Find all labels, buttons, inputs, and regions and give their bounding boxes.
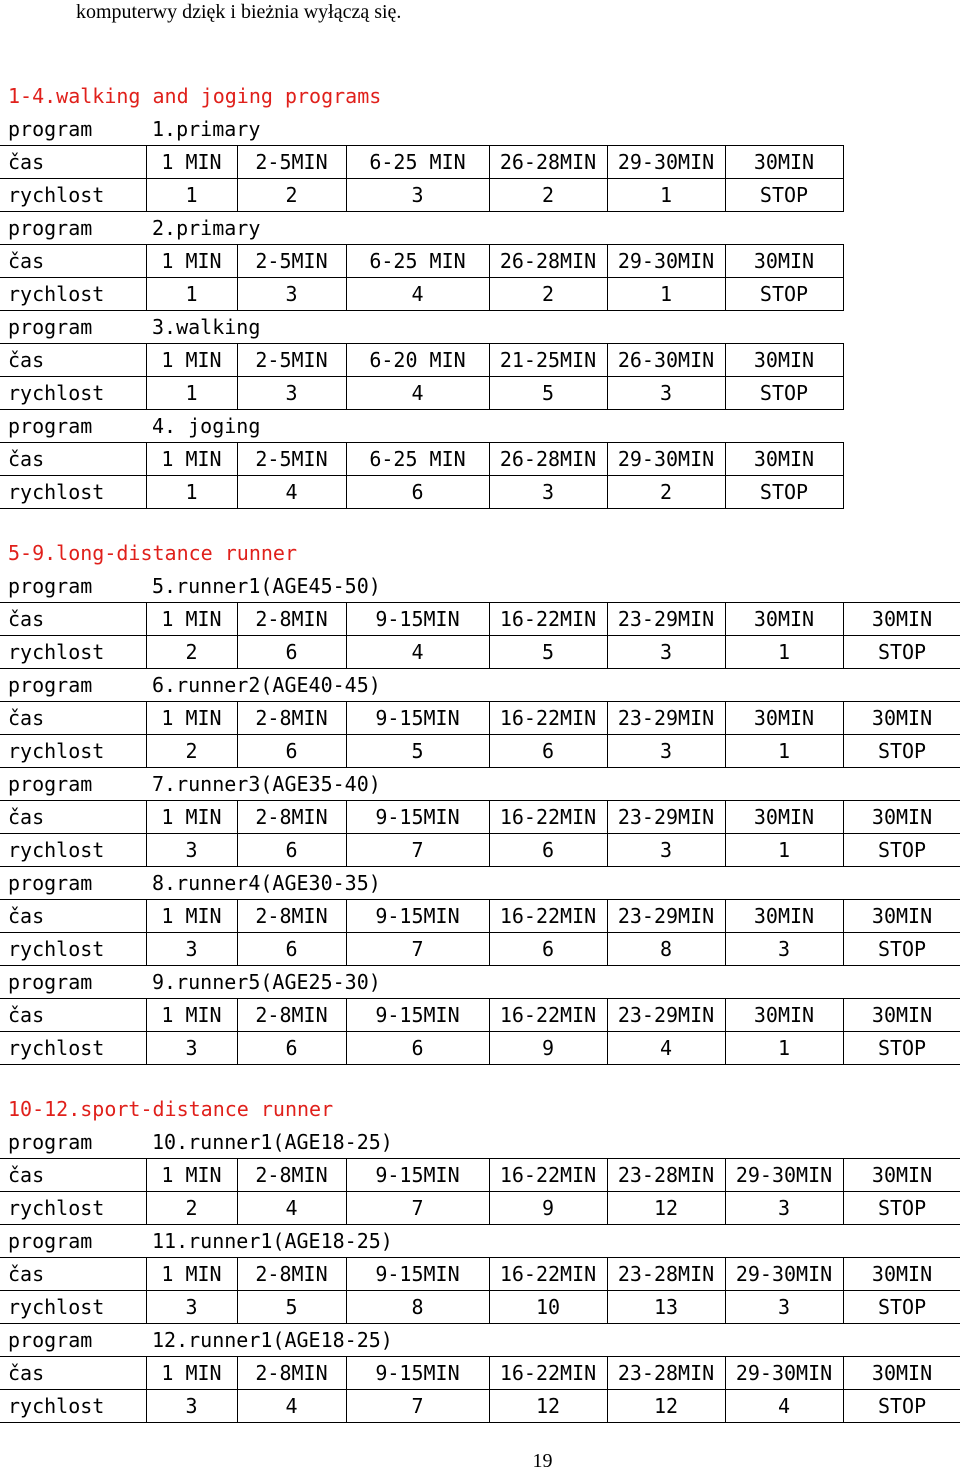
speed-cell: 5 xyxy=(489,636,607,669)
time-cell: 6-25 MIN xyxy=(346,245,489,278)
time-cell: 30MIN xyxy=(725,344,843,377)
program-table xyxy=(0,113,960,509)
time-cell: 9-15MIN xyxy=(346,801,489,834)
speed-cell: 4 xyxy=(607,1032,725,1065)
time-cell: 26-28MIN xyxy=(489,146,607,179)
time-cell: 2-5MIN xyxy=(237,344,346,377)
speed-cell: 1 xyxy=(146,476,237,509)
speed-cell: 8 xyxy=(607,933,725,966)
time-cell: 1 MIN xyxy=(146,603,237,636)
program-label: program xyxy=(8,117,93,141)
speed-cell: 4 xyxy=(346,636,489,669)
program-label: program xyxy=(8,414,93,438)
speed-cell: 5 xyxy=(346,735,489,768)
time-cell: 2-5MIN xyxy=(237,245,346,278)
time-cell: 1 MIN xyxy=(146,443,237,476)
section-title: 10-12.sport-distance runner xyxy=(8,1097,334,1121)
time-cell: 1 MIN xyxy=(146,999,237,1032)
section-title: 5-9.long-distance runner xyxy=(8,541,297,565)
time-cell: 29-30MIN xyxy=(607,146,725,179)
time-cell: 30MIN xyxy=(843,999,960,1032)
speed-row xyxy=(0,278,960,311)
time-cell: 30MIN xyxy=(843,801,960,834)
speed-cell: 6 xyxy=(237,834,346,867)
speed-cell: 1 xyxy=(725,834,843,867)
speed-label: rychlost xyxy=(0,377,146,410)
speed-cell: 2 xyxy=(146,735,237,768)
time-cell: 6-20 MIN xyxy=(346,344,489,377)
speed-cell: 3 xyxy=(607,636,725,669)
speed-cell: STOP xyxy=(843,1192,960,1225)
speed-row xyxy=(0,1291,960,1324)
speed-cell: 3 xyxy=(607,735,725,768)
speed-cell: 2 xyxy=(146,636,237,669)
speed-cell: STOP xyxy=(843,834,960,867)
speed-cell: 3 xyxy=(346,179,489,212)
speed-row xyxy=(0,179,960,212)
speed-label: rychlost xyxy=(0,1032,146,1065)
program-label: program xyxy=(8,673,93,697)
speed-row xyxy=(0,933,960,966)
program-name: 1.primary xyxy=(152,117,261,141)
speed-cell: 2 xyxy=(607,476,725,509)
speed-label: rychlost xyxy=(0,278,146,311)
time-label: čas xyxy=(0,146,146,179)
program-row xyxy=(0,570,960,603)
speed-cell: 9 xyxy=(489,1192,607,1225)
time-cell: 2-8MIN xyxy=(237,900,346,933)
time-cell: 2-5MIN xyxy=(237,443,346,476)
time-cell: 26-30MIN xyxy=(607,344,725,377)
program-row xyxy=(0,410,960,443)
program-row xyxy=(0,311,960,344)
time-cell: 1 MIN xyxy=(146,702,237,735)
time-cell: 23-29MIN xyxy=(607,900,725,933)
time-cell: 30MIN xyxy=(725,443,843,476)
time-cell: 1 MIN xyxy=(146,801,237,834)
time-row xyxy=(0,344,960,377)
speed-cell: 8 xyxy=(346,1291,489,1324)
time-cell: 2-5MIN xyxy=(237,146,346,179)
speed-label: rychlost xyxy=(0,476,146,509)
time-label: čas xyxy=(0,1159,146,1192)
time-cell: 29-30MIN xyxy=(607,443,725,476)
time-cell: 30MIN xyxy=(725,146,843,179)
time-row xyxy=(0,801,960,834)
time-row xyxy=(0,702,960,735)
time-cell: 26-28MIN xyxy=(489,443,607,476)
time-cell: 23-29MIN xyxy=(607,702,725,735)
speed-label: rychlost xyxy=(0,636,146,669)
time-cell: 2-8MIN xyxy=(237,702,346,735)
program-label: program xyxy=(8,871,93,895)
time-cell: 23-29MIN xyxy=(607,801,725,834)
program-name: 7.runner3(AGE35-40) xyxy=(152,772,381,796)
time-label: čas xyxy=(0,443,146,476)
speed-cell: 12 xyxy=(607,1390,725,1423)
time-cell: 1 MIN xyxy=(146,344,237,377)
speed-cell: 3 xyxy=(607,834,725,867)
speed-cell: 4 xyxy=(346,377,489,410)
speed-cell: STOP xyxy=(725,377,843,410)
speed-cell: 3 xyxy=(489,476,607,509)
time-cell: 9-15MIN xyxy=(346,999,489,1032)
time-cell: 23-29MIN xyxy=(607,603,725,636)
speed-cell: 4 xyxy=(237,1390,346,1423)
time-cell: 2-8MIN xyxy=(237,999,346,1032)
time-cell: 1 MIN xyxy=(146,900,237,933)
speed-cell: 10 xyxy=(489,1291,607,1324)
speed-cell: 12 xyxy=(607,1192,725,1225)
speed-cell: 1 xyxy=(725,735,843,768)
speed-row xyxy=(0,1390,960,1423)
time-cell: 30MIN xyxy=(843,603,960,636)
time-cell: 21-25MIN xyxy=(489,344,607,377)
time-row xyxy=(0,900,960,933)
speed-cell: 1 xyxy=(146,377,237,410)
speed-cell: 6 xyxy=(237,636,346,669)
time-label: čas xyxy=(0,702,146,735)
speed-cell: 3 xyxy=(725,933,843,966)
page-number: 19 xyxy=(532,1450,553,1472)
speed-cell: 6 xyxy=(489,735,607,768)
speed-cell: 3 xyxy=(607,377,725,410)
speed-label: rychlost xyxy=(0,834,146,867)
program-row xyxy=(0,1225,960,1258)
speed-cell: 2 xyxy=(146,1192,237,1225)
time-cell: 29-30MIN xyxy=(725,1357,843,1390)
program-name: 11.runner1(AGE18-25) xyxy=(152,1229,393,1253)
time-cell: 1 MIN xyxy=(146,1159,237,1192)
time-label: čas xyxy=(0,245,146,278)
time-cell: 16-22MIN xyxy=(489,603,607,636)
speed-cell: 6 xyxy=(237,933,346,966)
time-cell: 9-15MIN xyxy=(346,603,489,636)
time-cell: 1 MIN xyxy=(146,1357,237,1390)
time-cell: 1 MIN xyxy=(146,146,237,179)
time-cell: 26-28MIN xyxy=(489,245,607,278)
time-label: čas xyxy=(0,603,146,636)
speed-label: rychlost xyxy=(0,933,146,966)
speed-cell: 3 xyxy=(725,1291,843,1324)
program-label: program xyxy=(8,1130,93,1154)
speed-cell: 3 xyxy=(237,278,346,311)
time-cell: 30MIN xyxy=(843,1159,960,1192)
speed-cell: STOP xyxy=(843,1032,960,1065)
time-row xyxy=(0,1357,960,1390)
time-cell: 23-28MIN xyxy=(607,1258,725,1291)
speed-cell: 6 xyxy=(346,476,489,509)
speed-cell: 2 xyxy=(489,179,607,212)
speed-cell: STOP xyxy=(725,179,843,212)
time-row xyxy=(0,603,960,636)
program-name: 3.walking xyxy=(152,315,261,339)
speed-label: rychlost xyxy=(0,1192,146,1225)
speed-cell: 12 xyxy=(489,1390,607,1423)
time-cell: 2-8MIN xyxy=(237,603,346,636)
speed-cell: 6 xyxy=(237,1032,346,1065)
speed-cell: 4 xyxy=(237,1192,346,1225)
speed-cell: 1 xyxy=(146,278,237,311)
speed-cell: 7 xyxy=(346,834,489,867)
time-cell: 6-25 MIN xyxy=(346,146,489,179)
time-cell: 30MIN xyxy=(725,999,843,1032)
speed-cell: 3 xyxy=(146,1390,237,1423)
time-label: čas xyxy=(0,801,146,834)
speed-cell: 1 xyxy=(146,179,237,212)
section-title: 1-4.walking and joging programs xyxy=(8,84,382,108)
speed-cell: 9 xyxy=(489,1032,607,1065)
program-row xyxy=(0,768,960,801)
program-label: program xyxy=(8,772,93,796)
time-cell: 30MIN xyxy=(725,245,843,278)
time-cell: 16-22MIN xyxy=(489,801,607,834)
speed-row xyxy=(0,735,960,768)
speed-cell: 7 xyxy=(346,1192,489,1225)
time-row xyxy=(0,443,960,476)
time-label: čas xyxy=(0,900,146,933)
time-label: čas xyxy=(0,344,146,377)
program-label: program xyxy=(8,216,93,240)
time-cell: 29-30MIN xyxy=(725,1258,843,1291)
time-cell: 16-22MIN xyxy=(489,900,607,933)
speed-cell: STOP xyxy=(725,278,843,311)
speed-row xyxy=(0,636,960,669)
program-label: program xyxy=(8,1229,93,1253)
program-name: 12.runner1(AGE18-25) xyxy=(152,1328,393,1352)
time-cell: 16-22MIN xyxy=(489,702,607,735)
time-row xyxy=(0,1258,960,1291)
program-name: 5.runner1(AGE45-50) xyxy=(152,574,381,598)
time-row xyxy=(0,1159,960,1192)
time-cell: 16-22MIN xyxy=(489,1159,607,1192)
speed-cell: 3 xyxy=(146,1032,237,1065)
speed-cell: 5 xyxy=(237,1291,346,1324)
speed-cell: 2 xyxy=(489,278,607,311)
time-cell: 23-28MIN xyxy=(607,1357,725,1390)
time-cell: 6-25 MIN xyxy=(346,443,489,476)
program-name: 2.primary xyxy=(152,216,261,240)
program-row xyxy=(0,113,960,146)
time-cell: 16-22MIN xyxy=(489,1258,607,1291)
speed-cell: 1 xyxy=(607,278,725,311)
program-name: 6.runner2(AGE40-45) xyxy=(152,673,381,697)
speed-label: rychlost xyxy=(0,179,146,212)
speed-row xyxy=(0,1192,960,1225)
speed-cell: 3 xyxy=(237,377,346,410)
time-cell: 2-8MIN xyxy=(237,1357,346,1390)
time-cell: 23-28MIN xyxy=(607,1159,725,1192)
speed-cell: 3 xyxy=(146,1291,237,1324)
speed-cell: STOP xyxy=(843,636,960,669)
time-cell: 30MIN xyxy=(843,1258,960,1291)
speed-cell: 7 xyxy=(346,933,489,966)
time-cell: 23-29MIN xyxy=(607,999,725,1032)
time-cell: 30MIN xyxy=(725,801,843,834)
speed-row xyxy=(0,377,960,410)
time-cell: 2-8MIN xyxy=(237,801,346,834)
speed-row xyxy=(0,834,960,867)
time-cell: 30MIN xyxy=(725,900,843,933)
time-row xyxy=(0,146,960,179)
time-label: čas xyxy=(0,1258,146,1291)
program-table xyxy=(0,1126,960,1423)
time-cell: 29-30MIN xyxy=(725,1159,843,1192)
speed-label: rychlost xyxy=(0,1390,146,1423)
speed-cell: 2 xyxy=(237,179,346,212)
speed-cell: 6 xyxy=(237,735,346,768)
program-label: program xyxy=(8,970,93,994)
program-label: program xyxy=(8,574,93,598)
time-cell: 9-15MIN xyxy=(346,900,489,933)
time-cell: 9-15MIN xyxy=(346,1159,489,1192)
time-cell: 16-22MIN xyxy=(489,1357,607,1390)
speed-cell: 1 xyxy=(725,1032,843,1065)
program-table xyxy=(0,570,960,1065)
intro-text: komputerwy dzięk i bieżnia wyłączą się. xyxy=(76,1,402,23)
speed-cell: 4 xyxy=(237,476,346,509)
program-row xyxy=(0,966,960,999)
speed-cell: 1 xyxy=(607,179,725,212)
speed-cell: 6 xyxy=(489,834,607,867)
time-cell: 2-8MIN xyxy=(237,1159,346,1192)
program-row xyxy=(0,1126,960,1159)
speed-row xyxy=(0,476,960,509)
program-row xyxy=(0,1324,960,1357)
program-name: 4. joging xyxy=(152,414,261,438)
speed-cell: 4 xyxy=(346,278,489,311)
time-cell: 2-8MIN xyxy=(237,1258,346,1291)
time-cell: 29-30MIN xyxy=(607,245,725,278)
time-cell: 9-15MIN xyxy=(346,702,489,735)
speed-cell: 3 xyxy=(146,933,237,966)
speed-cell: 13 xyxy=(607,1291,725,1324)
speed-cell: STOP xyxy=(843,735,960,768)
time-cell: 9-15MIN xyxy=(346,1357,489,1390)
speed-cell: 1 xyxy=(725,636,843,669)
time-cell: 9-15MIN xyxy=(346,1258,489,1291)
program-name: 10.runner1(AGE18-25) xyxy=(152,1130,393,1154)
program-name: 9.runner5(AGE25-30) xyxy=(152,970,381,994)
time-cell: 30MIN xyxy=(725,603,843,636)
speed-cell: 6 xyxy=(489,933,607,966)
speed-cell: 5 xyxy=(489,377,607,410)
speed-cell: 3 xyxy=(146,834,237,867)
time-cell: 30MIN xyxy=(843,1357,960,1390)
time-label: čas xyxy=(0,999,146,1032)
time-row xyxy=(0,245,960,278)
time-cell: 16-22MIN xyxy=(489,999,607,1032)
program-label: program xyxy=(8,1328,93,1352)
speed-row xyxy=(0,1032,960,1065)
speed-cell: 4 xyxy=(725,1390,843,1423)
speed-cell: STOP xyxy=(843,1291,960,1324)
program-row xyxy=(0,212,960,245)
program-row xyxy=(0,867,960,900)
speed-cell: STOP xyxy=(725,476,843,509)
time-cell: 1 MIN xyxy=(146,245,237,278)
time-row xyxy=(0,999,960,1032)
speed-label: rychlost xyxy=(0,735,146,768)
time-cell: 1 MIN xyxy=(146,1258,237,1291)
speed-cell: 3 xyxy=(725,1192,843,1225)
speed-cell: STOP xyxy=(843,1390,960,1423)
program-name: 8.runner4(AGE30-35) xyxy=(152,871,381,895)
speed-label: rychlost xyxy=(0,1291,146,1324)
time-cell: 30MIN xyxy=(725,702,843,735)
speed-cell: STOP xyxy=(843,933,960,966)
speed-cell: 7 xyxy=(346,1390,489,1423)
time-cell: 30MIN xyxy=(843,702,960,735)
time-label: čas xyxy=(0,1357,146,1390)
speed-cell: 6 xyxy=(346,1032,489,1065)
program-label: program xyxy=(8,315,93,339)
program-row xyxy=(0,669,960,702)
time-cell: 30MIN xyxy=(843,900,960,933)
